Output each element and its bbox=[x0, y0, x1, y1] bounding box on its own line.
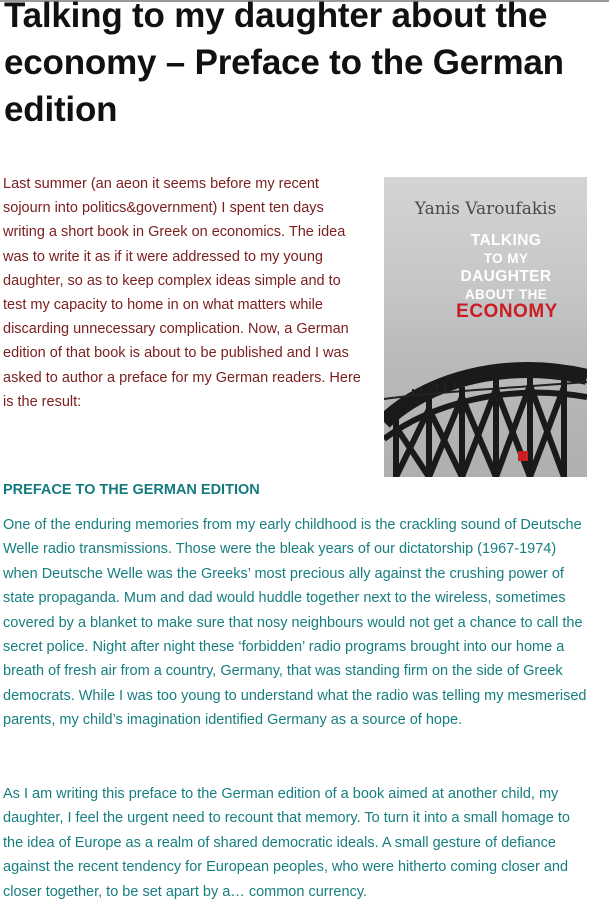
article-title: Talking to my daughter about the economy – Preface to the German edition bbox=[4, 0, 564, 129]
cover-title-line: DAUGHTER bbox=[460, 268, 552, 285]
cover-title-line: TALKING bbox=[470, 232, 542, 249]
cover-title bbox=[436, 232, 576, 304]
cover-title-economy: ECONOMY bbox=[456, 301, 558, 322]
publisher-logo-icon bbox=[518, 451, 528, 461]
body-paragraph: As I am writing this preface to the German edition of a book aimed at another child, my daughter, I feel the urgent need to recount that memory. To turn it into a small homage to the idea of Europe as a realm of shared democratic ideals. A small gesture of defiance against the recent tendency for European peoples, who were hitherto coming closer and closer together, to be set apart by a… common currency. bbox=[3, 786, 570, 900]
bridge-illustration bbox=[384, 177, 587, 477]
cover-title-line: ABOUT THE bbox=[464, 287, 548, 302]
body-paragraph: One of the enduring memories from my early childhood is the crackling sound of Deutsche Welle radio transmissions. Those were the bleak years of our dictatorship (1967-1974) when Deutsche Welle was the Greeks’ most precious ally against the crushing power of state propaganda. Mum and dad would huddle together next to the wireless, sometimes covered by a blanket to make sure that nosy neighbours would not get a chance to call the secret police. Night after night these ‘forbidden’ radio programs brought into our home a breath of fresh air from a country, Germany, that was standing firm on the side of Greek democrats. While I was too young to understand what the radio was telling my mesmerised parents, my child’s imagination identified Germany as a source of hope. bbox=[3, 517, 587, 729]
section-heading: PREFACE TO THE GERMAN EDITION bbox=[3, 482, 260, 498]
cover-title-line: TO MY bbox=[483, 251, 529, 266]
intro-paragraph: Last summer (an aeon it seems before my recent sojourn into politics&government) I spent ten days writing a short book in Greek on economics. The idea was to write it as if it were addressed to my young daughter, so as to keep complex ideas simple and to test my capacity to home in on what matters while discarding unnecessary complication. Now, a German edition of that book is about to be published and I was asked to author a preface for my German readers. Here is the result: bbox=[3, 176, 361, 410]
book-cover-image bbox=[384, 177, 587, 477]
cover-author: Yanis Varoufakis bbox=[414, 199, 557, 219]
